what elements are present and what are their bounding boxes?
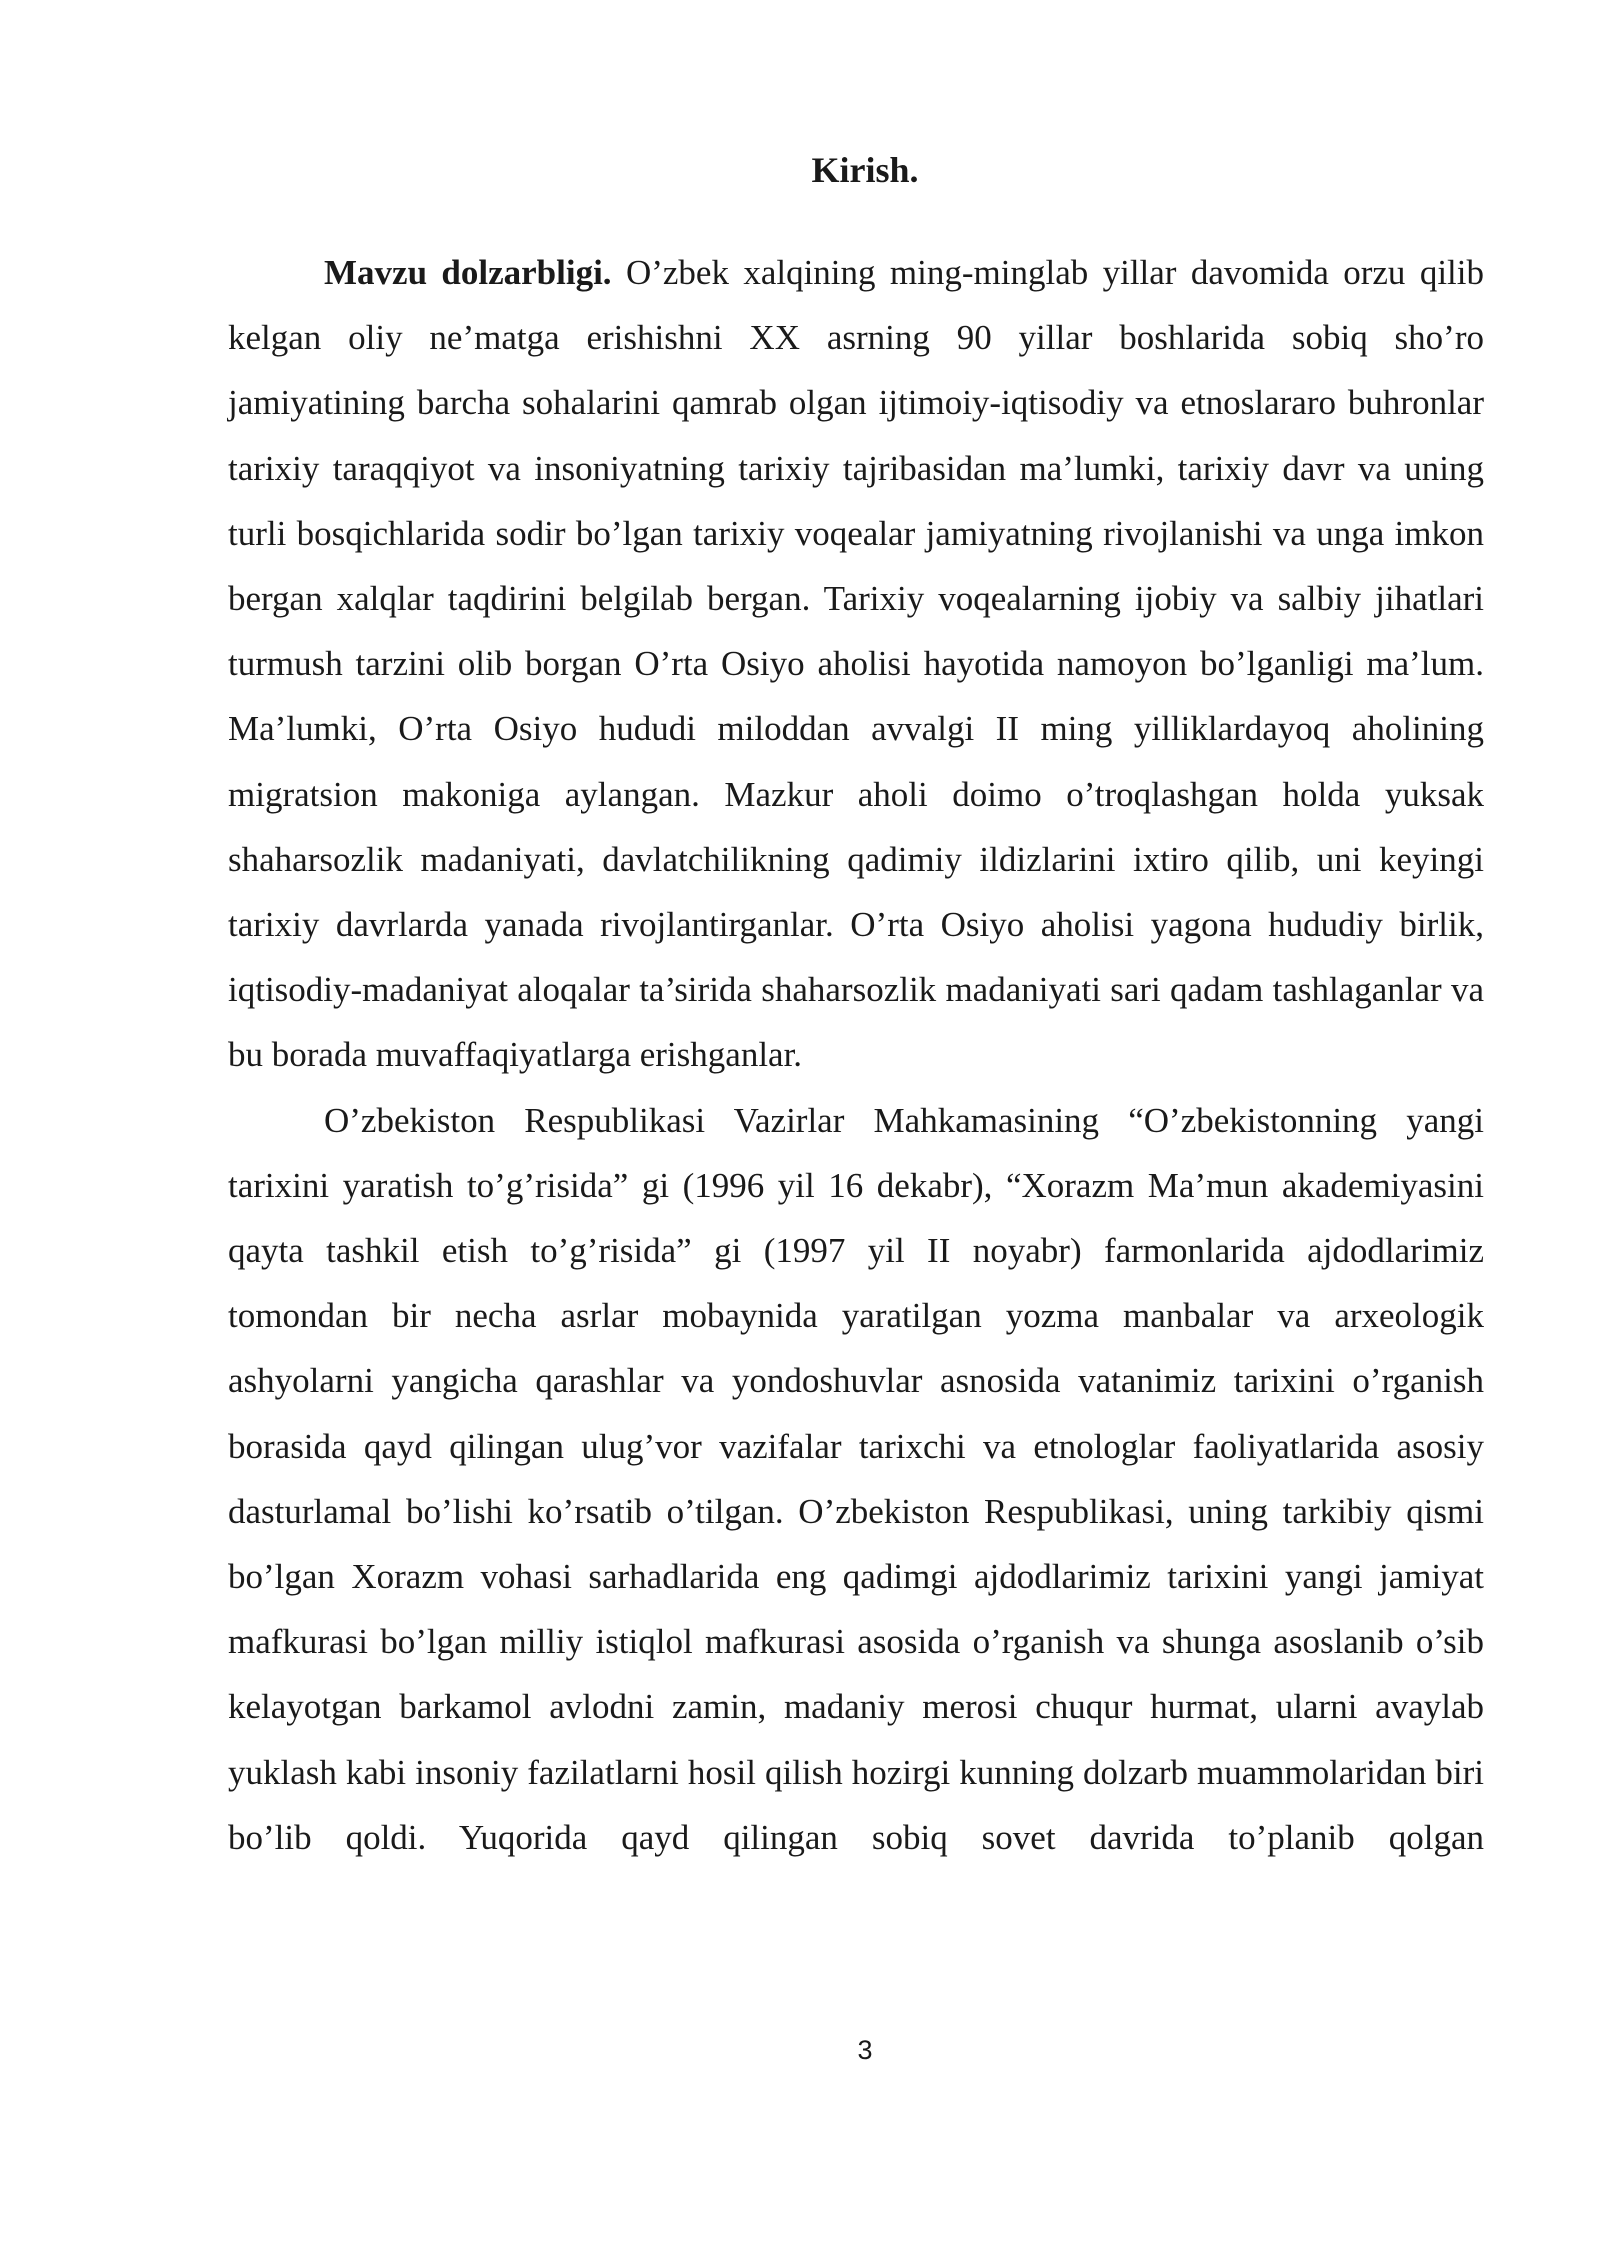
paragraph-lead-title: Mavzu dolzarbligi. <box>324 253 612 292</box>
section-heading: Kirish. <box>811 150 919 190</box>
paragraph-decrees: O’zbekiston Respublikasi Vazirlar Mahkamasining “O’zbekistonning yangi tarixini yaratish to’g’risida” gi (1996 yil 16 dekabr), “Xorazm Ma’mun akademiyasini qayta tashkil etish to’g’risida” gi (1997 yil II noyabr) farmonlarida ajdodlarimiz tomondan bir necha asrlar mobaynida yaratilgan yozma manbalar va arxeologik ashyolarni yangicha qarashlar va yondoshuvlar asnosida vatanimiz tarixini o’rganish borasida qayd qilingan ulug’vor vazifalar tarixchi va etnologlar faoliyatlarida asosiy dasturlamal bo’lishi ko’rsatib o’tilgan. O’zbekiston Respublikasi, uning tarkibiy qismi bo’lgan Xorazm vohasi sarhadlarida eng qadimgi ajdodlarimiz tarixini yangi jamiyat mafkurasi bo’lgan milliy istiqlol mafkurasi asosida o’rganish va shunga asoslanib o’sib kelayotgan barkamol avlodni zamin, madaniy merosi chuqur hurmat, ularni avaylab yuklash kabi insoniy fazilatlarni hosil qilish hozirgi kunning dolzarb muammolaridan biri bo’lib qoldi. Yuqorida qayd qilingan sobiq sovet davrida to’planib qolgan <box>228 1100 1484 1857</box>
page-number: 3 <box>857 2035 873 2065</box>
paragraph-relevance <box>228 240 1484 1088</box>
paragraph-text: O’zbek xalqining ming-minglab yillar davomida orzu qilib kelgan oliy ne’matga erishishni XX asrning 90 yillar boshlarida sobiq sho’ro jamiyatining barcha sohalarini qamrab olgan ijtimoiy-iqtisodiy va etnoslararo buhronlar tarixiy taraqqiyot va insoniyatning tarixiy tajribasidan ma’lumki, tarixiy davr va uning turli bosqichlarida sodir bo’lgan tarixiy voqealar jamiyatning rivojlanishi va unga imkon bergan xalqlar taqdirini belgilab bergan. Tarixiy voqealarning ijobiy va salbiy jihatlari turmush tarzini olib borgan O’rta Osiyo aholisi hayotida namoyon bo’lganligi ma’lum. Ma’lumki, O’rta Osiyo hududi miloddan avvalgi II ming yilliklardayoq aholining migratsion makoniga aylangan. Mazkur aholi doimo o’troqlashgan holda yuksak shaharsozlik madaniyati, davlatchilikning qadimiy ildizlarini ixtiro qilib, uni keyingi tarixiy davrlarda yanada rivojlantirganlar. O’rta Osiyo aholisi yagona hududiy birlik, iqtisodiy-madaniyat aloqalar ta’sirida shaharsozlik madaniyati sari qadam tashlaganlar va bu borada muvaffaqiyatlarga erishganlar. <box>228 253 1484 1075</box>
body-text <box>228 240 1484 1870</box>
